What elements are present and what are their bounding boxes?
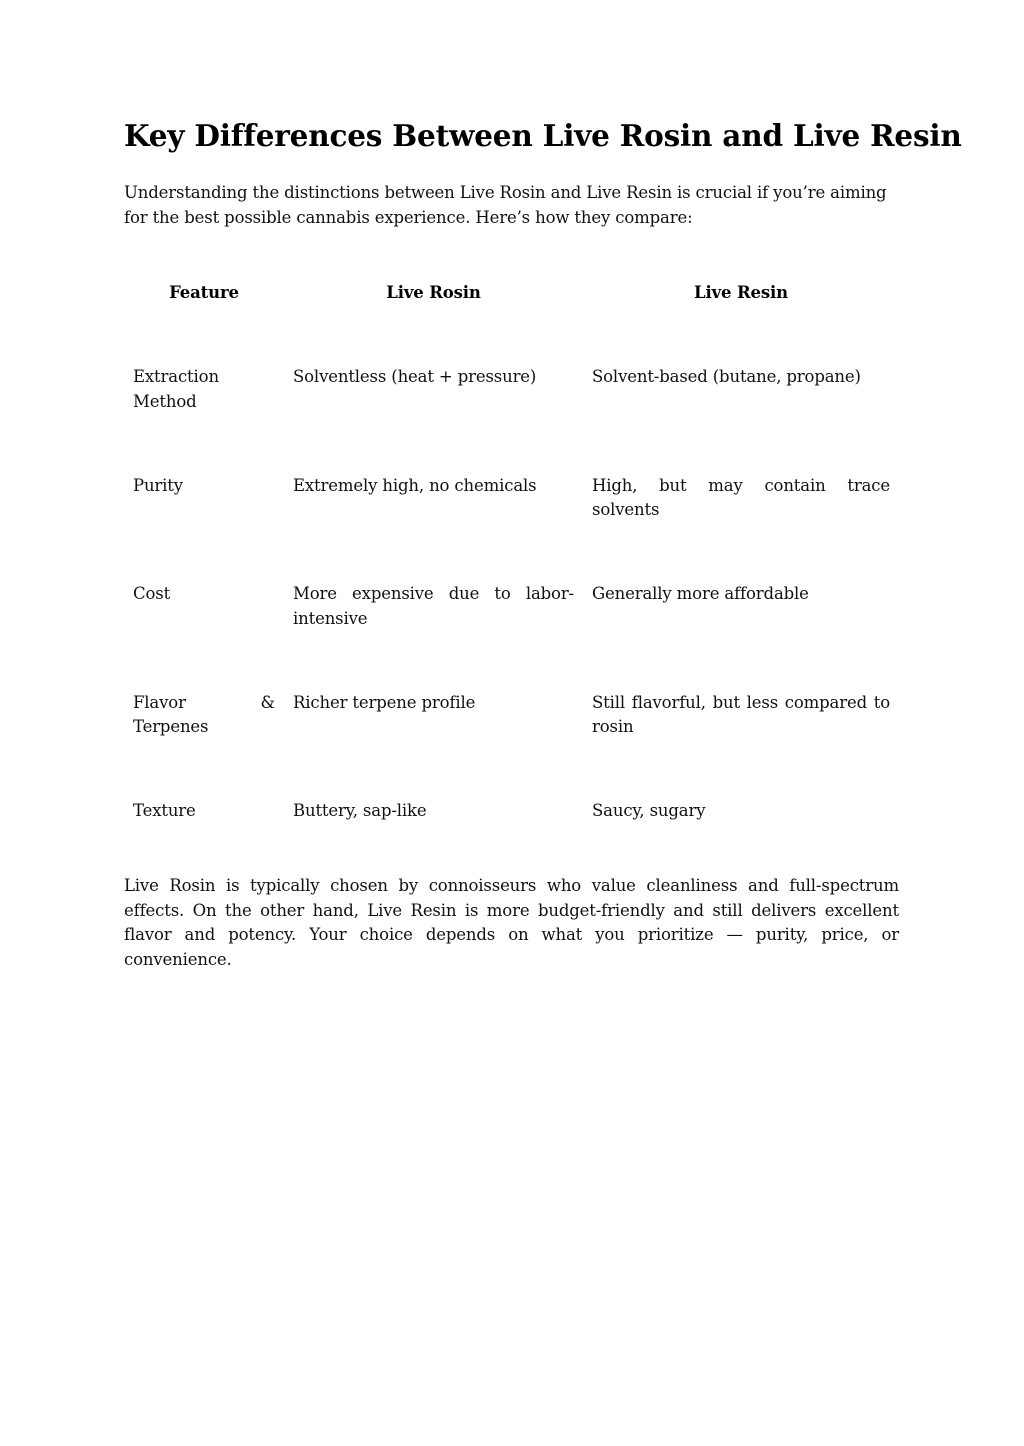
table-header-row xyxy=(124,262,899,322)
table-row xyxy=(124,756,899,865)
cell-feature: Purity xyxy=(133,475,183,495)
cell-feature: Cost xyxy=(133,584,171,604)
cell-feature: Flavor & Terpenes xyxy=(133,692,275,737)
cell-live-resin: Generally more affordable xyxy=(592,584,809,604)
cell-live-rosin: Buttery, sap-like xyxy=(293,801,427,821)
comparison-table xyxy=(124,262,899,865)
page-title: Key Differences Between Live Rosin and Live Resin xyxy=(124,118,962,153)
table-row xyxy=(124,431,899,540)
table-row xyxy=(124,539,899,648)
cell-live-rosin: Extremely high, no chemicals xyxy=(293,475,537,495)
cell-live-rosin: Solventless (heat + pressure) xyxy=(293,367,537,386)
cell-feature: Extraction Method xyxy=(133,367,219,411)
cell-live-resin: Saucy, sugary xyxy=(592,801,706,821)
header-live-resin: Live Resin xyxy=(694,282,788,302)
header-live-rosin: Live Rosin xyxy=(386,282,481,302)
table-row xyxy=(124,322,899,431)
intro-paragraph: Understanding the distinctions between Live Rosin and Live Resin is crucial if you’re aiming for the best possible cannabis experience. Here’s how they compare: xyxy=(124,183,887,227)
table-row xyxy=(124,648,899,757)
cell-feature: Texture xyxy=(133,801,196,821)
cell-live-resin: High, but may contain trace solvents xyxy=(592,475,890,520)
cell-live-resin: Solvent-based (butane, propane) xyxy=(592,367,861,386)
cell-live-resin: Still flavorful, but less compared to rosin xyxy=(592,692,890,737)
cell-live-rosin: More expensive due to labor-intensive xyxy=(293,584,574,628)
closing-paragraph: Live Rosin is typically chosen by connoisseurs who value cleanliness and full-spectrum effects. On the other hand, Live Resin is more budget-friendly and still delivers excellent flavor and potency. Your choice depends on what you prioritize — purity, price, or convenience. xyxy=(124,876,899,969)
cell-live-rosin: Richer terpene profile xyxy=(293,692,476,712)
header-feature: Feature xyxy=(169,282,239,302)
